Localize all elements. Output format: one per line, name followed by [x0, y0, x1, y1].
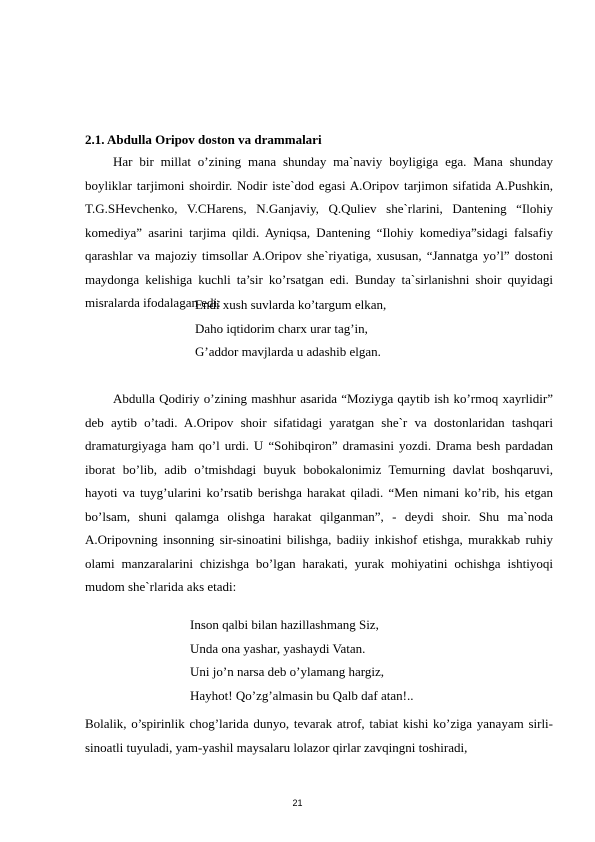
verse-line: Uni jo’n narsa deb o’ylamang hargiz,: [190, 664, 384, 679]
paragraph-drama: Abdulla Qodiriy o’zining mashhur asarida “Moziyga qaytib ish ko’rmoq xayrlidir” deb aytib o’tadi. A.Oripov shoir sifatidagi yaratgan she`r va dostonlaridan tashqari dramaturgiyaga ham qo’l urdi. U “Sohibqiron” dramasini yozdi. Drama besh pardadan iborat bo’lib, adib o’tmishdagi buyuk bobokalonimiz Temurning davlat boshqaruvi, hayoti va tuyg’ularini ko’rsatib berishga harakat qiladi. “Men nimani ko’rib, his etgan bo’lsam, shuni qalamga olishga harakat qilganman”, - deydi shoir. Shu ma`noda A.Oripovning insonning sir-sinoatini bilishga, badiiy inkishof etishga, murakkab ruhiy olami manzaralarini chizishga bo’lgan harakati, yurak mohiyatini ochishga ishtiyoqi mudom she`rlarida aks etadi:: [85, 391, 553, 594]
verse-line: G’addor mavjlarda u adashib elgan.: [195, 344, 381, 359]
verse-line: Unda ona yashar, yashaydi Vatan.: [190, 640, 366, 656]
verse-line: Inson qalbi bilan hazillashmang Siz,: [190, 617, 379, 632]
verse-line: Daho iqtidorim charx urar tag’in,: [195, 320, 368, 336]
verse-quote-2: [190, 613, 413, 707]
page-number: 21: [292, 798, 303, 808]
section-heading: 2.1. Abdulla Oripov doston va drammalari: [85, 132, 322, 147]
paragraph-intro: Har bir millat o’zining mana shunday ma`naviy boyligiga ega. Mana shunday boyliklar tarjimoni shoirdir. Nodir iste`dod egasi A.Oripov tarjimon sifatida A.Pushkin, T.G.SHevchenko, V.CHarens, N.Ganjaviy, Q.Quliev she`rlarini, Dantening “Ilohiy komediya” asarini tarjima qildi. Ayniqsa, Dantening “Ilohiy komediya”sidagi falsafiy qarashlar va majoziy timsollar A.Oripov she`riyatiga, xususan, “Jannatga yo’l” dostoni maydonga kelishiga kuchli ta’sir ko’rsatgan edi. Bunday ta`sirlanishni shoir quyidagi misralarda ifodalagan edi:: [85, 154, 553, 310]
verse-quote-1: [195, 293, 386, 364]
verse-line: Endi xush suvlarda ko’targum elkan,: [195, 297, 387, 312]
verse-line: Hayhot! Qo’zg’almasin bu Qalb daf atan!..: [190, 687, 414, 703]
paragraph-childhood: Bolalik, o’spirinlik chog’larida dunyo, tevarak atrof, tabiat kishi ko’ziga yanayam sirli-sinoatli tuyuladi, yam-yashil maysalaru lolazor qirlar zavqingni toshiradi,: [85, 716, 553, 755]
